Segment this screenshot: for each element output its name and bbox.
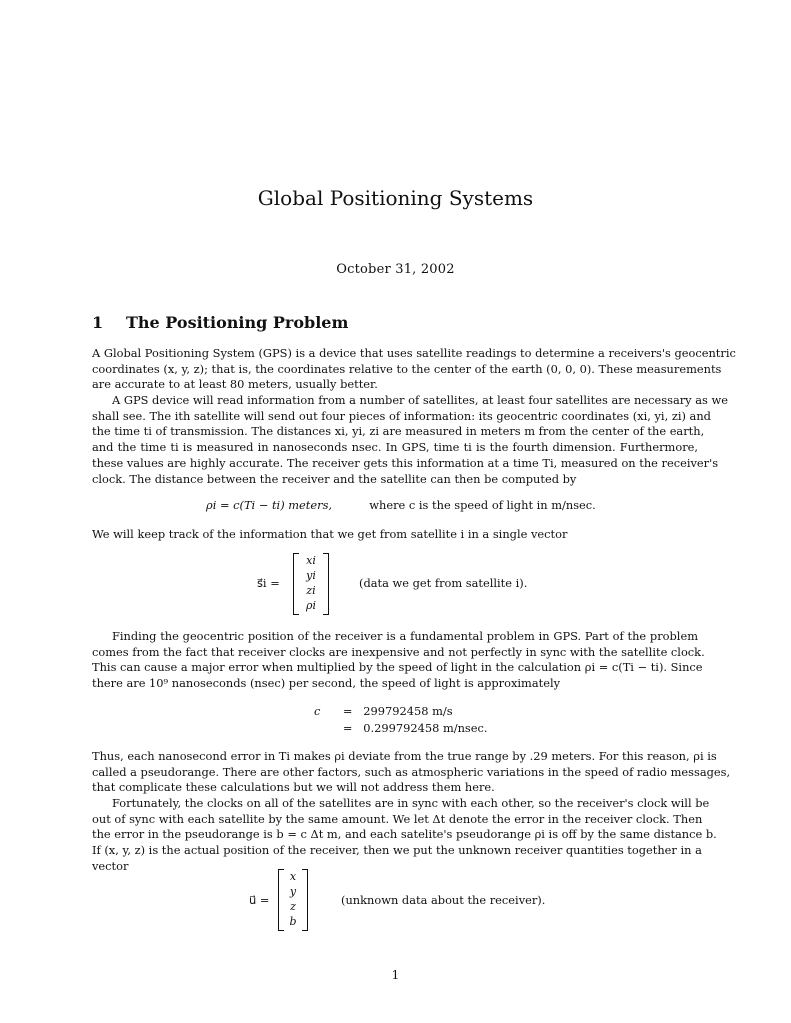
vector-entry: b <box>289 915 297 928</box>
left-bracket <box>278 869 284 931</box>
equation-c-rhs: 299792458 m/s <box>363 704 453 718</box>
paragraph-line: This can cause a major error when multiplied by the speed of light in the calculation ρi = c(Ti − ti). Since <box>92 660 703 675</box>
page-number: 1 <box>391 968 400 982</box>
paragraph-4 <box>92 629 705 692</box>
paragraph-line: and the time ti is measured in nanoseconds nsec. In GPS, time ti is the fourth dimension. Furthermore, <box>92 440 698 455</box>
vector-u-matrix <box>278 869 308 931</box>
paragraph-2 <box>92 393 728 487</box>
vector-entry: y <box>289 885 297 898</box>
vector-entry: z <box>290 900 296 913</box>
paragraph-3 <box>92 527 698 543</box>
paragraph-line: If (x, y, z) is the actual position of the receiver, then we put the unknown receiver quantities together in a <box>92 843 702 858</box>
paragraph-6 <box>92 796 717 875</box>
paragraph-line: A GPS device will read information from a number of satellites, at least four satellites are necessary as we <box>112 393 728 407</box>
equation-op: = <box>342 721 353 735</box>
paragraph-line: comes from the fact that receiver clocks are inexpensive and not perfectly in sync with the satellite clock. <box>92 644 705 659</box>
paragraph-line: that complicate these calculations but we will not address them here. <box>92 780 495 795</box>
right-bracket <box>302 869 308 931</box>
paragraph-line: Finding the geocentric position of the receiver is a fundamental problem in GPS. Part of the problem <box>112 629 698 643</box>
vector-u-note: (unknown data about the receiver). <box>341 893 546 907</box>
equation-c <box>314 704 488 738</box>
vector-entry: ρi <box>306 599 316 612</box>
equation-op: = <box>342 704 353 718</box>
section-heading <box>92 313 348 332</box>
paragraph-line: called a pseudorange. There are other factors, such as atmospheric variations in the speed of radio messages, <box>92 764 731 779</box>
vector-entry: xi <box>306 554 316 567</box>
left-bracket <box>293 553 299 615</box>
equation-rho-lhs: ρi = c(Ti − ti) meters, <box>206 498 333 512</box>
paragraph-5 <box>92 749 731 796</box>
paragraph-line: are accurate to at least 80 meters, usually better. <box>92 377 378 392</box>
vector-u-label: u⃗ = <box>249 893 270 907</box>
vector-s-label: s⃗i = <box>257 576 280 590</box>
vector-s-matrix <box>293 553 329 615</box>
paragraph-line: there are 10⁹ nanoseconds (nsec) per second, the speed of light is approximately <box>92 676 561 691</box>
paragraph-line: the error in the pseudorange is b = c Δt m, and each satelite's pseudorange ρi is off by the same distance b. <box>92 827 717 842</box>
section-title: The Positioning Problem <box>126 313 349 332</box>
vector-entry: zi <box>306 584 316 597</box>
paragraph-line: clock. The distance between the receiver and the satellite can then be computed by <box>92 471 577 486</box>
equation-c-lhs: c <box>314 704 321 718</box>
paragraph-1 <box>92 346 736 393</box>
paragraph-line: We will keep track of the information that we get from satellite i in a single vector <box>92 527 568 541</box>
equation-rho-note: where c is the speed of light in m/nsec. <box>369 498 596 512</box>
equation-c-rhs: 0.299792458 m/nsec. <box>363 721 488 735</box>
paragraph-line: shall see. The ith satellite will send out four pieces of information: its geocentric coordinates (xi, yi, zi) and <box>92 408 711 423</box>
section-number: 1 <box>92 313 104 332</box>
right-bracket <box>323 553 329 615</box>
paragraph-line: vector <box>92 858 129 873</box>
paragraph-line: coordinates (x, y, z); that is, the coordinates relative to the center of the earth (0, 0, 0). These measurements <box>92 361 722 376</box>
vector-s-note: (data we get from satellite i). <box>359 576 528 590</box>
document-title: Global Positioning Systems <box>257 186 534 210</box>
paragraph-line: Thus, each nanosecond error in Ti makes ρi deviate from the true range by .29 meters. For this reason, ρi is <box>92 749 717 763</box>
vector-entry: yi <box>306 569 316 582</box>
paragraph-line: the time ti of transmission. The distances xi, yi, zi are measured in meters m from the center of the earth, <box>92 424 705 439</box>
paragraph-line: these values are highly accurate. The receiver gets this information at a time Ti, measured on the receiver's <box>92 455 719 470</box>
paragraph-line: Fortunately, the clocks on all of the satellites are in sync with each other, so the receiver's clock will be <box>112 796 710 810</box>
paragraph-line: A Global Positioning System (GPS) is a device that uses satellite readings to determine a receivers's geocentric <box>92 346 736 360</box>
document-date: October 31, 2002 <box>336 262 455 277</box>
paragraph-line: out of sync with each satellite by the same amount. We let Δt denote the error in the receiver clock. Then <box>92 811 703 826</box>
vector-entry: x <box>289 870 297 883</box>
equation-rho <box>206 498 596 512</box>
